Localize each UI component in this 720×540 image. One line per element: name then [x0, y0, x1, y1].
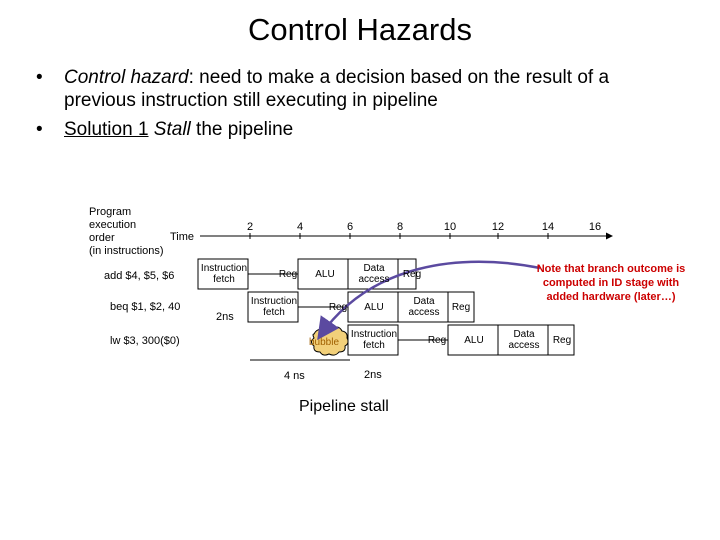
- stage-alu: ALU: [315, 269, 335, 280]
- solution-label: Solution 1: [64, 119, 149, 140]
- y-axis-label-1: Program: [89, 206, 132, 218]
- stage-label-line: Instruction: [250, 296, 298, 307]
- stage-data-access: [350, 263, 398, 285]
- y-axis-label-2: execution: [89, 219, 137, 231]
- stage-instruction-fetch: [198, 263, 250, 285]
- cycle-label: 16: [588, 221, 602, 233]
- instruction-add: add $4, $5, $6: [104, 270, 175, 282]
- cycle-label: 4: [296, 221, 304, 233]
- cycle-label: 12: [491, 221, 505, 233]
- stage-reg: Reg: [427, 335, 447, 346]
- stage-label-line: access: [358, 274, 390, 285]
- bullet-dot: •: [36, 67, 43, 88]
- stage-reg: Reg: [552, 335, 572, 346]
- note-line: Note that branch outcome is: [536, 263, 686, 275]
- duration-2ns: 2ns: [216, 311, 234, 323]
- bullet-dot: •: [36, 119, 43, 140]
- stage-alu: ALU: [364, 302, 384, 313]
- stage-label-line: Data: [513, 329, 535, 340]
- cycle-label: 14: [541, 221, 555, 233]
- y-axis-label-3: order: [89, 232, 115, 244]
- cycle-label: 10: [443, 221, 457, 233]
- page-title: Control Hazards: [248, 12, 472, 47]
- stage-label-line: fetch: [213, 274, 235, 285]
- stage-reg: Reg: [451, 302, 471, 313]
- stage-label-line: Data: [363, 263, 385, 274]
- instruction-lw: lw $3, 300($0): [110, 335, 180, 347]
- stage-reg: Reg: [328, 302, 348, 313]
- cycle-label: 2: [246, 221, 254, 233]
- note-line: computed in ID stage with: [542, 277, 680, 289]
- term-control-hazard: Control hazard: [64, 67, 189, 88]
- instruction-beq: beq $1, $2, 40: [110, 301, 181, 313]
- stage-label-line: access: [408, 307, 440, 318]
- term-stall: Stall: [153, 119, 191, 140]
- stage-data-access: [400, 296, 448, 318]
- solution-text: the pipeline: [190, 119, 294, 140]
- bubble-label: bubble: [308, 337, 340, 348]
- branch-outcome-note: [516, 262, 706, 304]
- cycle-label: 8: [396, 221, 404, 233]
- stage-reg: Reg: [402, 269, 422, 280]
- bullet-text-line2: previous instruction still executing in pipeline: [64, 90, 438, 111]
- stage-reg: Reg: [278, 269, 298, 280]
- stage-alu: ALU: [464, 335, 484, 346]
- cycle-label: 6: [346, 221, 354, 233]
- pipeline-stall-caption: Pipeline stall: [299, 398, 389, 415]
- bullet-text-rest: : need to make a decision based on the result of a: [188, 67, 610, 88]
- stage-instruction-fetch: [248, 296, 300, 318]
- stage-label-line: Instruction: [350, 329, 398, 340]
- duration-4ns: 4 ns: [284, 370, 305, 382]
- stage-label-line: Instruction: [200, 263, 248, 274]
- stage-label-line: fetch: [263, 307, 285, 318]
- note-line: added hardware (later…): [546, 291, 676, 303]
- stage-data-access: [500, 329, 548, 351]
- time-label: Time: [170, 231, 195, 243]
- stage-label-line: access: [508, 340, 540, 351]
- y-axis-label-4: (in instructions): [89, 245, 164, 257]
- stage-instruction-fetch: [348, 329, 400, 351]
- stage-label-line: Data: [413, 296, 435, 307]
- duration-2ns: 2ns: [364, 369, 382, 381]
- stage-label-line: fetch: [363, 340, 385, 351]
